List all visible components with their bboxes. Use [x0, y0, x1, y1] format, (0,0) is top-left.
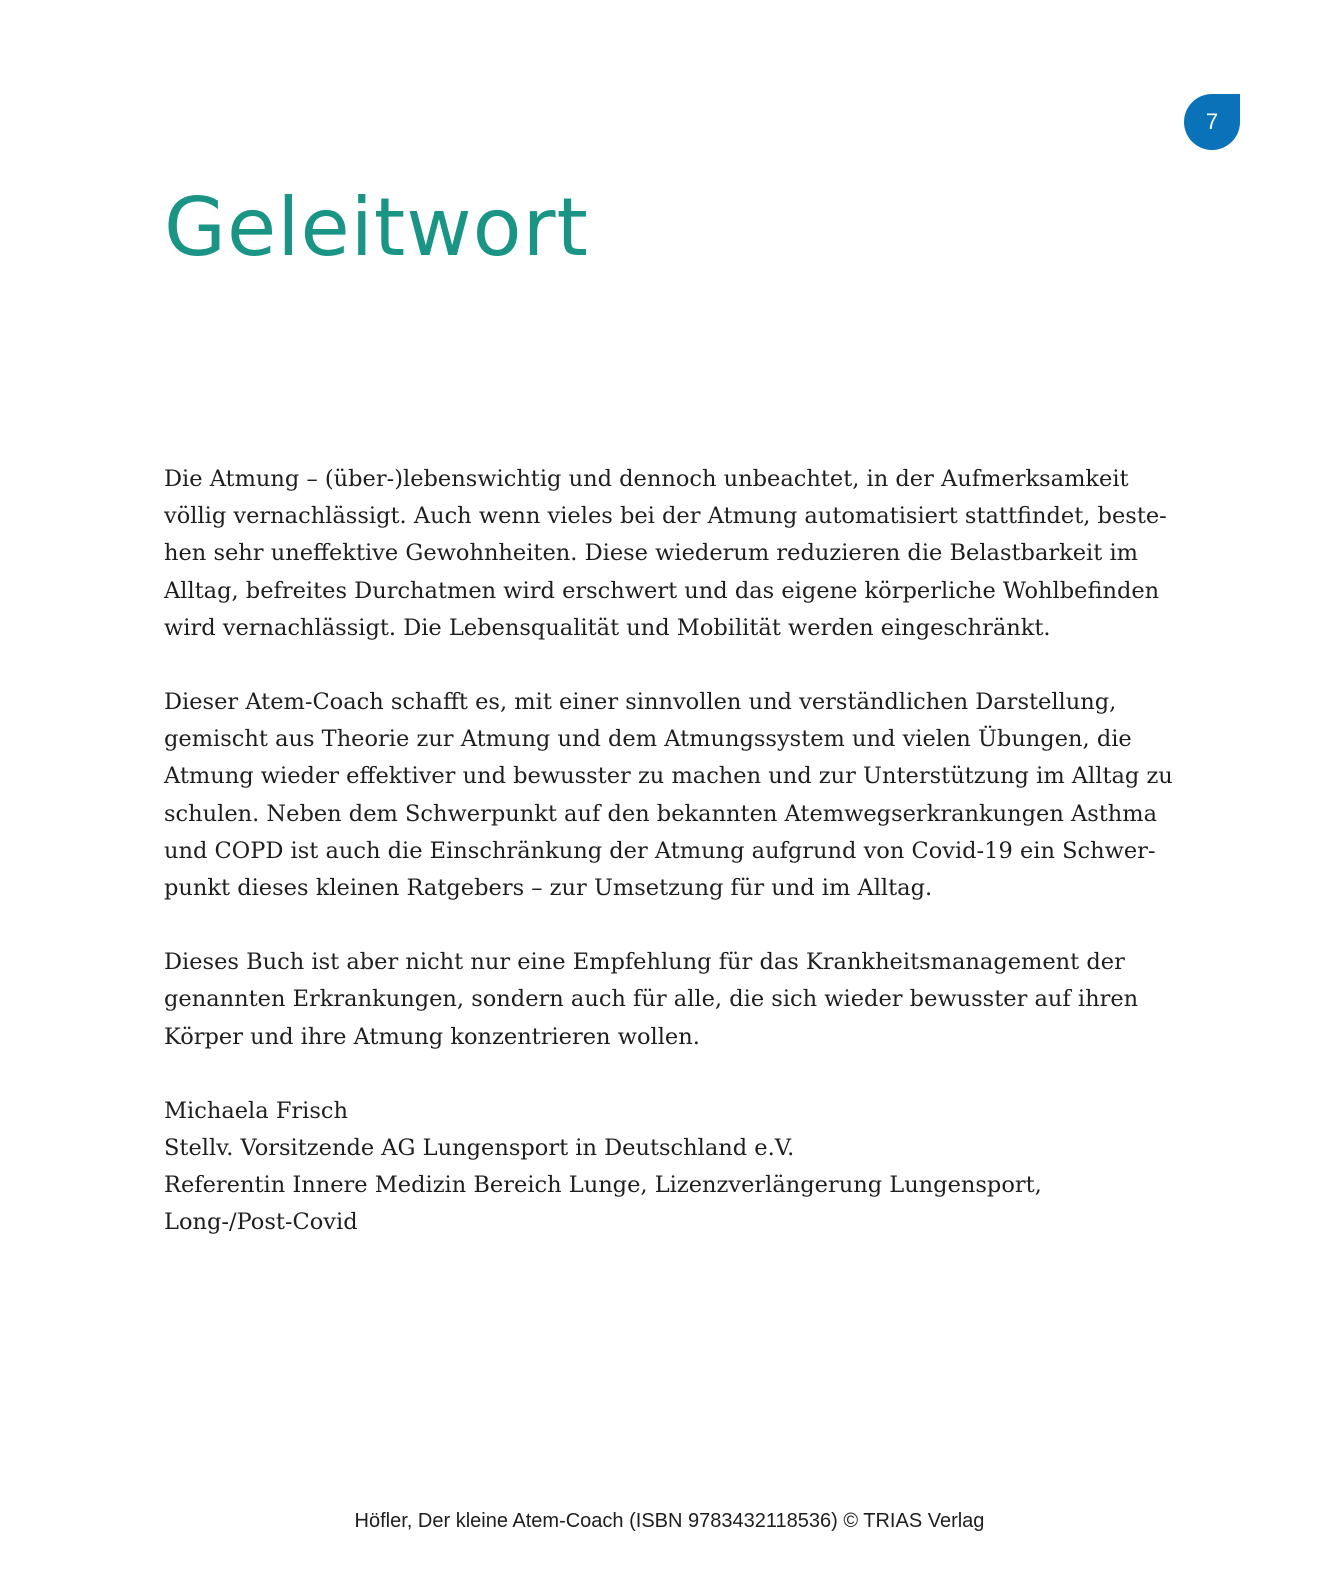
paragraph-2	[164, 684, 1174, 907]
page-number-badge	[1184, 94, 1240, 150]
signature-name: Michaela Frisch	[164, 1097, 349, 1124]
text-line: Atmung wieder effektiver und bewusster zu machen und zur Unterstützung im Alltag zu	[164, 763, 1173, 790]
text-line: Dieses Buch ist aber nicht nur eine Empfehlung für das Krankheitsmanagement der	[164, 949, 1125, 976]
paragraph-1	[164, 461, 1174, 647]
page-title: Geleitwort	[164, 181, 589, 274]
text-line: Alltag, befreites Durchatmen wird erschwert und das eigene körperliche Wohlbefinden	[164, 577, 1160, 604]
text-line: schulen. Neben dem Schwerpunkt auf den bekannten Atemwegserkrankungen Asthma	[164, 800, 1158, 827]
page-number: 7	[1205, 109, 1219, 134]
text-line: Die Atmung – (über-)lebenswichtig und dennoch unbeachtet, in der Aufmerksamkeit	[164, 466, 1129, 492]
page-footer: Höfler, Der kleine Atem-Coach (ISBN 9783432118536) © TRIAS Verlag	[354, 1510, 985, 1532]
signature-block	[164, 1093, 1174, 1242]
signature-role: Long-/Post-Covid	[164, 1209, 358, 1236]
text-line: Dieser Atem-Coach schafft es, mit einer sinnvollen und verständlichen Darstellung,	[164, 689, 1117, 716]
text-line: und COPD ist auch die Einschränkung der Atmung aufgrund von Covid-19 ein Schwer-	[164, 837, 1156, 864]
text-line: wird vernachlässigt. Die Lebensqualität und Mobilität werden eingeschränkt.	[164, 614, 1051, 641]
body-text	[164, 461, 1174, 1242]
text-line: gemischt aus Theorie zur Atmung und dem Atmungssystem und vielen Übungen, die	[164, 726, 1132, 753]
text-line: genannten Erkrankungen, sondern auch für alle, die sich wieder bewusster auf ihren	[164, 986, 1139, 1013]
text-line: Körper und ihre Atmung konzentrieren wollen.	[164, 1023, 700, 1050]
signature-role: Stellv. Vorsitzende AG Lungensport in Deutschland e.V.	[164, 1135, 795, 1162]
text-line: hen sehr uneffektive Gewohnheiten. Diese wiederum reduzieren die Belastbarkeit im	[164, 540, 1138, 567]
text-line: völlig vernachlässigt. Auch wenn vieles bei der Atmung automatisiert stattfindet, beste-	[164, 503, 1167, 530]
signature-role: Referentin Innere Medizin Bereich Lunge, Lizenzverlängerung Lungensport,	[164, 1172, 1042, 1199]
paragraph-3	[164, 944, 1174, 1056]
text-line: punkt dieses kleinen Ratgebers – zur Umsetzung für und im Alltag.	[164, 875, 933, 902]
